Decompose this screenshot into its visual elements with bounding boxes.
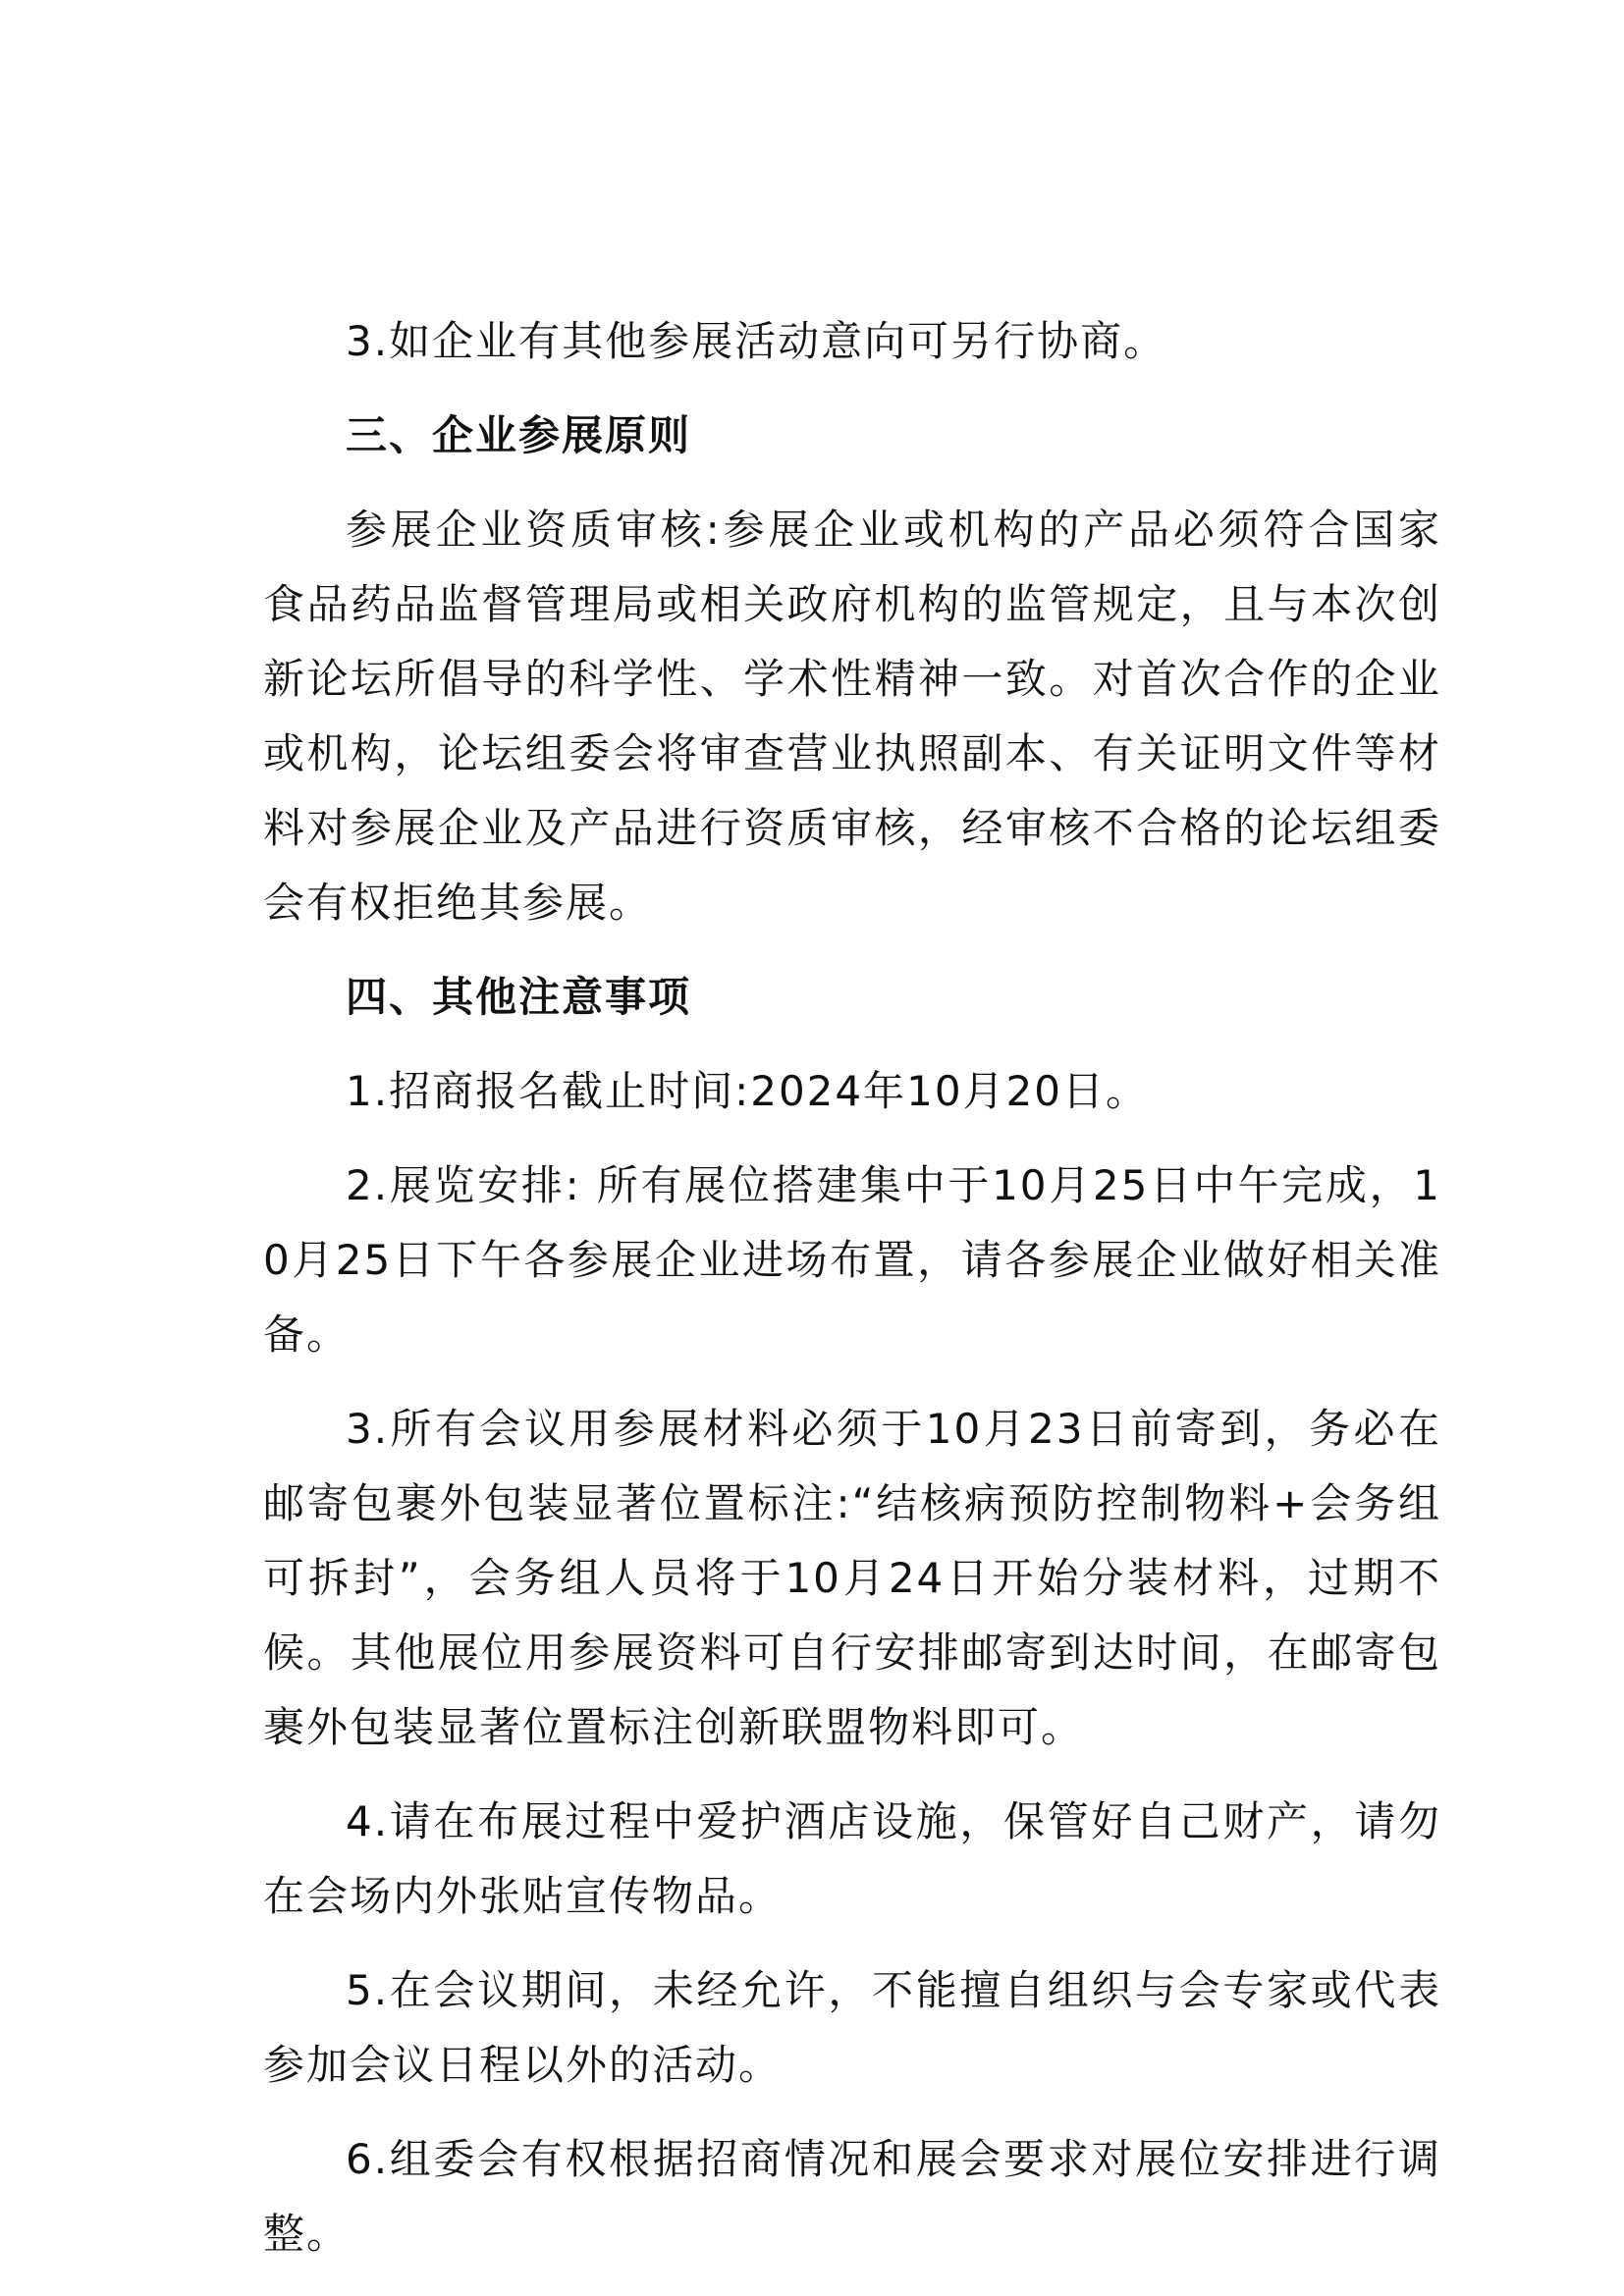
note-meeting-activities: 5.在会议期间，未经允许，不能擅自组织与会专家或代表参加会议日程以外的活动。 [263, 1966, 1441, 2089]
note-exhibition-arrangement: 2.展览安排: 所有展位搭建集中于10月25日中午完成，10月25日下午各参展企业进场布置，请各参展企业做好相关准备。 [263, 1161, 1441, 1359]
document-body [263, 304, 1441, 2291]
paragraph-exhibit-other: 3.如企业有其他参展活动意向可另行协商。 [346, 317, 1167, 365]
qualification-label: 参展企业资质审核: [346, 506, 722, 554]
qualification-text: 参展企业或机构的产品必须符合国家食品药品监督管理局或相关政府机构的监管规定，且与本次创新论坛所倡导的科学性、学术性精神一致。对首次合作的企业或机构，论坛组委会将审查营业执照副本、有关证明文件等材料对参展企业及产品进行资质审核，经审核不合格的论坛组委会有权拒绝其参展。 [263, 506, 1441, 927]
section-heading-principles: 三、企业参展原则 [346, 411, 692, 459]
note-hotel-facilities: 4.请在布展过程中爱护酒店设施，保管好自己财产，请勿在会场内外张贴宣传物品。 [263, 1797, 1441, 1920]
section-heading-notes: 四、其他注意事项 [346, 973, 692, 1021]
paragraph-qualification-review [263, 493, 1441, 940]
note-deadline: 1.招商报名截止时间:2024年10月20日。 [346, 1067, 1149, 1115]
note-materials-mailing: 3.所有会议用参展材料必须于10月23日前寄到，务必在邮寄包裹外包装显著位置标注:“结核病预防控制物料+会务组可拆封”，会务组人员将于10月24日开始分装材料，过期不候。其他展位用参展资料可自行安排邮寄到达时间，在邮寄包裹外包装显著位置标注创新联盟物料即可。 [263, 1405, 1441, 1751]
note-booth-adjustment: 6.组委会有权根据招商情况和展会要求对展位安排进行调整。 [263, 2135, 1441, 2258]
